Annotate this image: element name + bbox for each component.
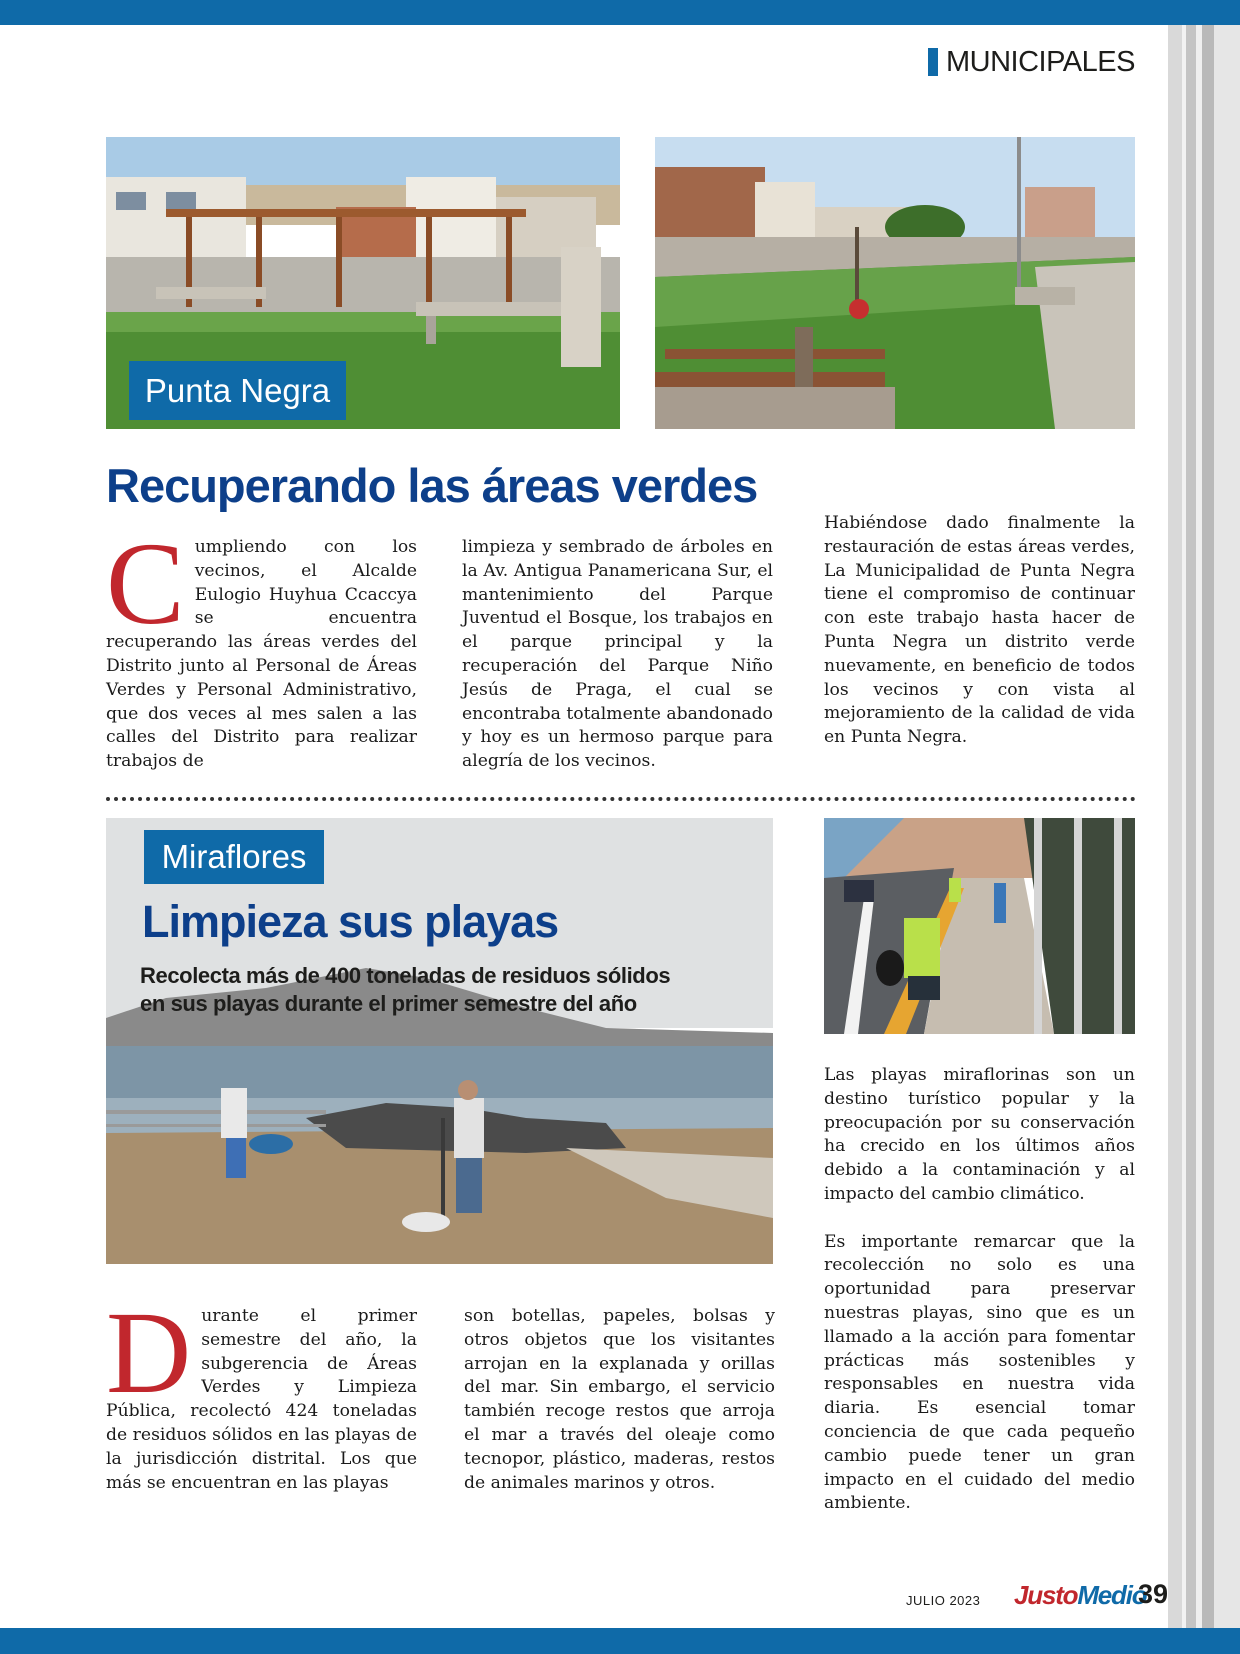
article1-col1-text: umpliendo con los vecinos, el Alcalde Eulogio Huyhua Ccaccya se encuentra recuperando las áreas verdes del Distrito junto al Personal de Áreas Verdes y Personal Administrativo, que dos veces al mes salen a las calles del Distrito para realizar trabajos de	[106, 537, 417, 772]
top-color-bar	[0, 0, 1240, 25]
section-marker	[928, 48, 938, 76]
article2-col1-text: urante el primer semestre del año, la subgerencia de Áreas Verdes y Limpieza Pública, recolectó 424 toneladas de residuos sólidos en las playas de la jurisdicción distrital. Los que más se encuentran en las playas	[106, 1306, 417, 1493]
tag-punta-negra: Punta Negra	[129, 361, 346, 420]
article1-column-3: Habiéndose dado finalmente la restauración de estas áreas verdes, La Municipalidad de Punta Negra tiene el compromiso de continuar con este trabajo hasta hacer de Punta Negra un distrito verde nuevamente, en beneficio de todos los vecinos y con vista al mejoramiento de la calidad de vida en Punta Negra.	[824, 513, 1135, 748]
page-edge-stripes	[1168, 25, 1240, 1628]
photo-miraflores-beach	[106, 818, 773, 1264]
article2-column-1	[106, 1287, 417, 1495]
headline-recuperando: Recuperando las áreas verdes	[106, 459, 758, 512]
page-number: 39	[1138, 1579, 1169, 1609]
subheadline-line-2: en sus playas durante el primer semestre del año	[140, 991, 637, 1016]
photo-miraflores-roadside	[824, 818, 1135, 1034]
article2-column-2: son botellas, papeles, bolsas y otros objetos que los visitantes arrojan en la explanada y orillas del mar. Sin embargo, el servicio también recoge restos que arroja el mar a través del oleaje como tecnopor, plástico, maderas, restos de animales marinos y otros.	[464, 1306, 775, 1493]
bottom-color-bar	[0, 1628, 1240, 1654]
subheadline-line-1: Recolecta más de 400 toneladas de residuos sólidos	[140, 963, 671, 988]
dropcap-d: D	[106, 1287, 192, 1418]
subheadline	[140, 962, 760, 1018]
photo-punta-negra-lawn	[655, 137, 1135, 429]
article1-column-2: limpieza y sembrado de árboles en la Av. Antigua Panamericana Sur, el mantenimiento del Parque Juventud el Bosque, los trabajos en el parque principal y la recuperación del Parque Niño Jesús de Praga, el cual se encontraba totalmente abandonado y hoy es un hermoso parque para alegría de los vecinos.	[462, 537, 773, 772]
brand-part-1: Justo	[1014, 1580, 1078, 1610]
tag-miraflores: Miraflores	[144, 830, 324, 884]
section-title: MUNICIPALES	[946, 45, 1135, 78]
article2-col3-paragraph-2: Es importante remarcar que la recolección no solo es una oportunidad para preservar nuestras playas, sino que es un llamado a la acción para fomentar prácticas más sostenibles y responsables en nuestra vida diaria. Es esencial tomar conciencia de que cada pequeño cambio puede tener un gran impacto en el cuidado del medio ambiente.	[824, 1231, 1135, 1514]
footer-brand-logo	[1014, 1580, 1146, 1611]
article1-column-1	[106, 518, 417, 774]
dropcap-c: C	[106, 518, 185, 649]
brand-part-2: Medio	[1077, 1580, 1147, 1610]
article2-column-3	[824, 1064, 1135, 1516]
section-label	[928, 46, 1135, 78]
article2-col3-paragraph-1: Las playas miraflorinas son un destino turístico popular y la preocupación por su conservación ha crecido en los últimos años debido a la contaminación y al impacto del cambio climático.	[824, 1065, 1135, 1204]
headline-limpieza: Limpieza sus playas	[142, 896, 559, 947]
footer-date: JULIO 2023	[906, 1593, 981, 1608]
section-divider-dotted	[106, 797, 1136, 801]
